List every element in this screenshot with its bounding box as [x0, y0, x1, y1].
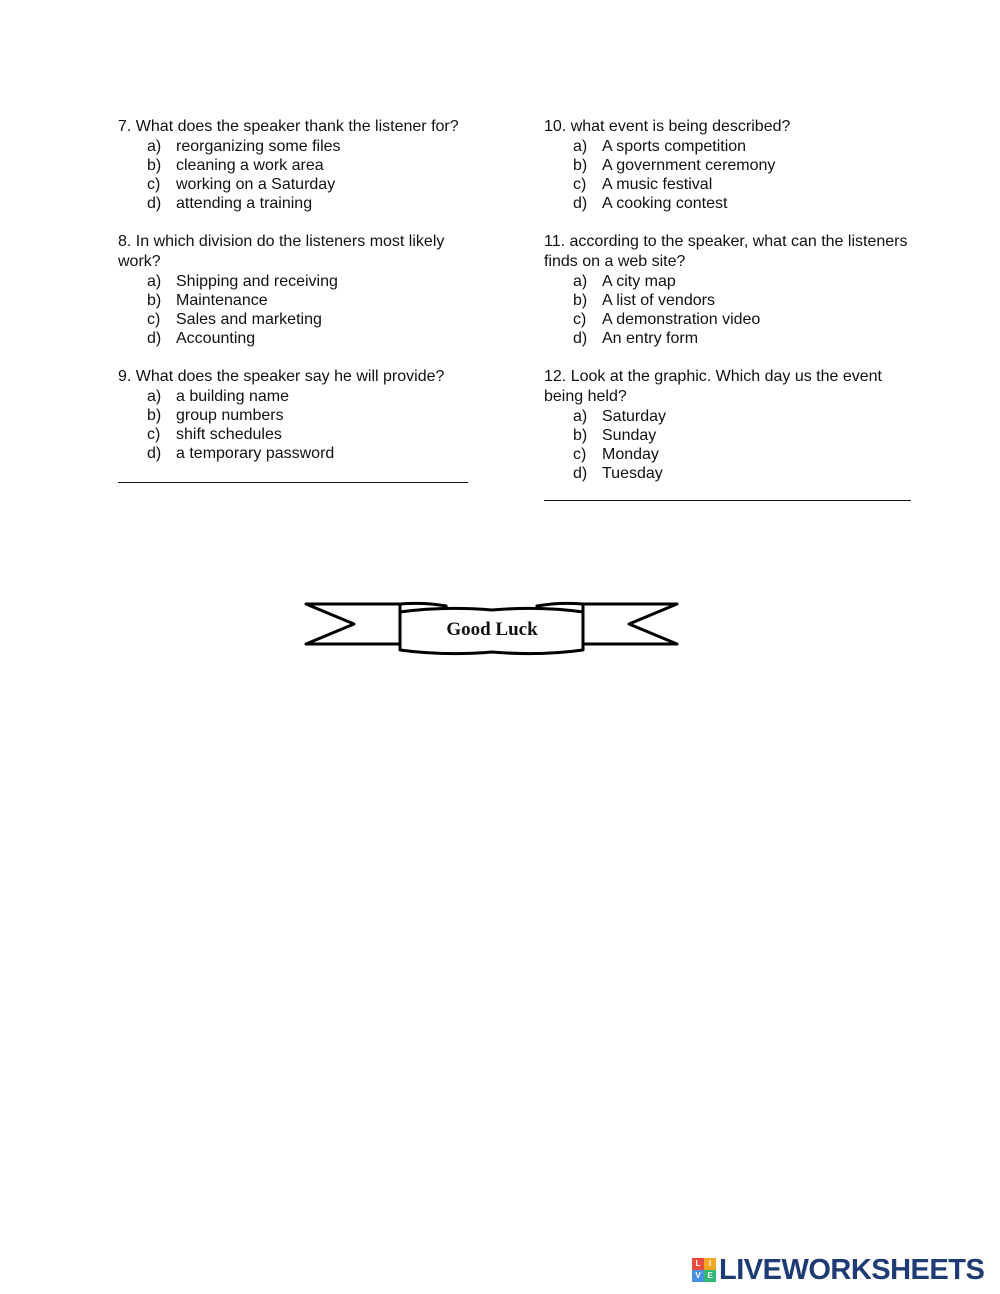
divider-line-right	[544, 500, 911, 501]
option-text: cleaning a work area	[176, 157, 324, 174]
question-11	[544, 232, 914, 348]
good-luck-banner	[304, 600, 679, 656]
option-letter: c)	[147, 311, 161, 328]
option-c[interactable]	[544, 445, 914, 464]
option-text: An entry form	[602, 330, 699, 347]
option-d[interactable]	[118, 329, 478, 348]
option-letter: c)	[147, 426, 161, 443]
option-text: a building name	[176, 388, 289, 405]
option-text: A demonstration video	[602, 311, 761, 328]
option-letter: c)	[147, 176, 161, 193]
option-list	[544, 137, 914, 213]
option-text: group numbers	[176, 407, 284, 424]
question-text: 7. What does the speaker thank the listener for?	[118, 118, 459, 135]
option-text: a temporary password	[176, 445, 335, 462]
question-text: 10. what event is being described?	[544, 118, 791, 135]
option-d[interactable]	[544, 464, 914, 483]
option-letter: c)	[573, 311, 587, 328]
option-text: Accounting	[176, 330, 256, 347]
option-letter: b)	[147, 157, 162, 174]
option-letter: a)	[147, 138, 162, 155]
option-text: Shipping and receiving	[176, 273, 338, 290]
option-letter: d)	[147, 195, 162, 212]
option-letter: c)	[573, 446, 587, 463]
option-list	[544, 407, 914, 483]
logo-blocks-icon: L I V E	[692, 1258, 716, 1282]
option-d[interactable]	[118, 194, 478, 213]
question-8	[118, 232, 478, 348]
question-9	[118, 367, 478, 463]
banner-text: Good Luck	[446, 619, 538, 640]
option-a[interactable]	[118, 272, 478, 291]
option-a[interactable]	[544, 407, 914, 426]
option-list	[118, 387, 478, 463]
option-letter: b)	[573, 292, 588, 309]
option-text: Sunday	[602, 427, 657, 444]
option-letter: d)	[147, 445, 162, 462]
left-question-column	[118, 117, 478, 482]
option-c[interactable]	[118, 310, 478, 329]
option-letter: d)	[573, 330, 588, 347]
option-b[interactable]	[544, 156, 914, 175]
option-letter: a)	[147, 273, 162, 290]
liveworksheets-logo[interactable]	[692, 1255, 984, 1285]
option-text: Monday	[602, 446, 659, 463]
option-text: shift schedules	[176, 426, 282, 443]
option-text: working on a Saturday	[176, 176, 336, 193]
question-text: 12. Look at the graphic. Which day us the event being held?	[544, 368, 882, 405]
question-text: 8. In which division do the listeners most likely work?	[118, 233, 445, 270]
option-letter: d)	[147, 330, 162, 347]
option-text: Sales and marketing	[176, 311, 322, 328]
logo-text: LIVEWORKSHEETS	[719, 1253, 985, 1286]
option-d[interactable]	[118, 444, 478, 463]
option-text: A city map	[602, 273, 676, 290]
option-letter: a)	[147, 388, 162, 405]
option-a[interactable]	[544, 137, 914, 156]
question-text: 9. What does the speaker say he will provide?	[118, 368, 445, 385]
option-b[interactable]	[544, 426, 914, 445]
option-c[interactable]	[118, 425, 478, 444]
option-text: A list of vendors	[602, 292, 715, 309]
option-text: attending a training	[176, 195, 313, 212]
option-text: A music festival	[602, 176, 713, 193]
question-12	[544, 367, 914, 483]
option-letter: c)	[573, 176, 587, 193]
option-text: A government ceremony	[602, 157, 776, 174]
option-letter: a)	[573, 138, 588, 155]
option-c[interactable]	[544, 310, 914, 329]
option-text: reorganizing some files	[176, 138, 341, 155]
option-text: Saturday	[602, 408, 667, 425]
option-list	[118, 272, 478, 348]
option-text: A sports competition	[602, 138, 747, 155]
option-b[interactable]	[118, 291, 478, 310]
option-text: Tuesday	[602, 465, 663, 482]
option-list	[118, 137, 478, 213]
option-d[interactable]	[544, 194, 914, 213]
right-question-column	[544, 117, 914, 502]
option-a[interactable]	[118, 387, 478, 406]
option-b[interactable]	[118, 156, 478, 175]
option-letter: d)	[573, 465, 588, 482]
option-b[interactable]	[544, 291, 914, 310]
option-letter: d)	[573, 195, 588, 212]
option-d[interactable]	[544, 329, 914, 348]
question-text: 11. according to the speaker, what can the listeners finds on a web site?	[544, 233, 908, 270]
option-letter: b)	[573, 427, 588, 444]
question-10	[544, 117, 914, 213]
question-7	[118, 117, 478, 213]
option-letter: b)	[573, 157, 588, 174]
option-letter: a)	[573, 408, 588, 425]
option-letter: b)	[147, 292, 162, 309]
option-list	[544, 272, 914, 348]
option-a[interactable]	[544, 272, 914, 291]
option-b[interactable]	[118, 406, 478, 425]
option-c[interactable]	[118, 175, 478, 194]
option-text: Maintenance	[176, 292, 268, 309]
option-text: A cooking contest	[602, 195, 728, 212]
option-a[interactable]	[118, 137, 478, 156]
option-letter: b)	[147, 407, 162, 424]
option-c[interactable]	[544, 175, 914, 194]
option-letter: a)	[573, 273, 588, 290]
divider-line-left	[118, 482, 468, 483]
